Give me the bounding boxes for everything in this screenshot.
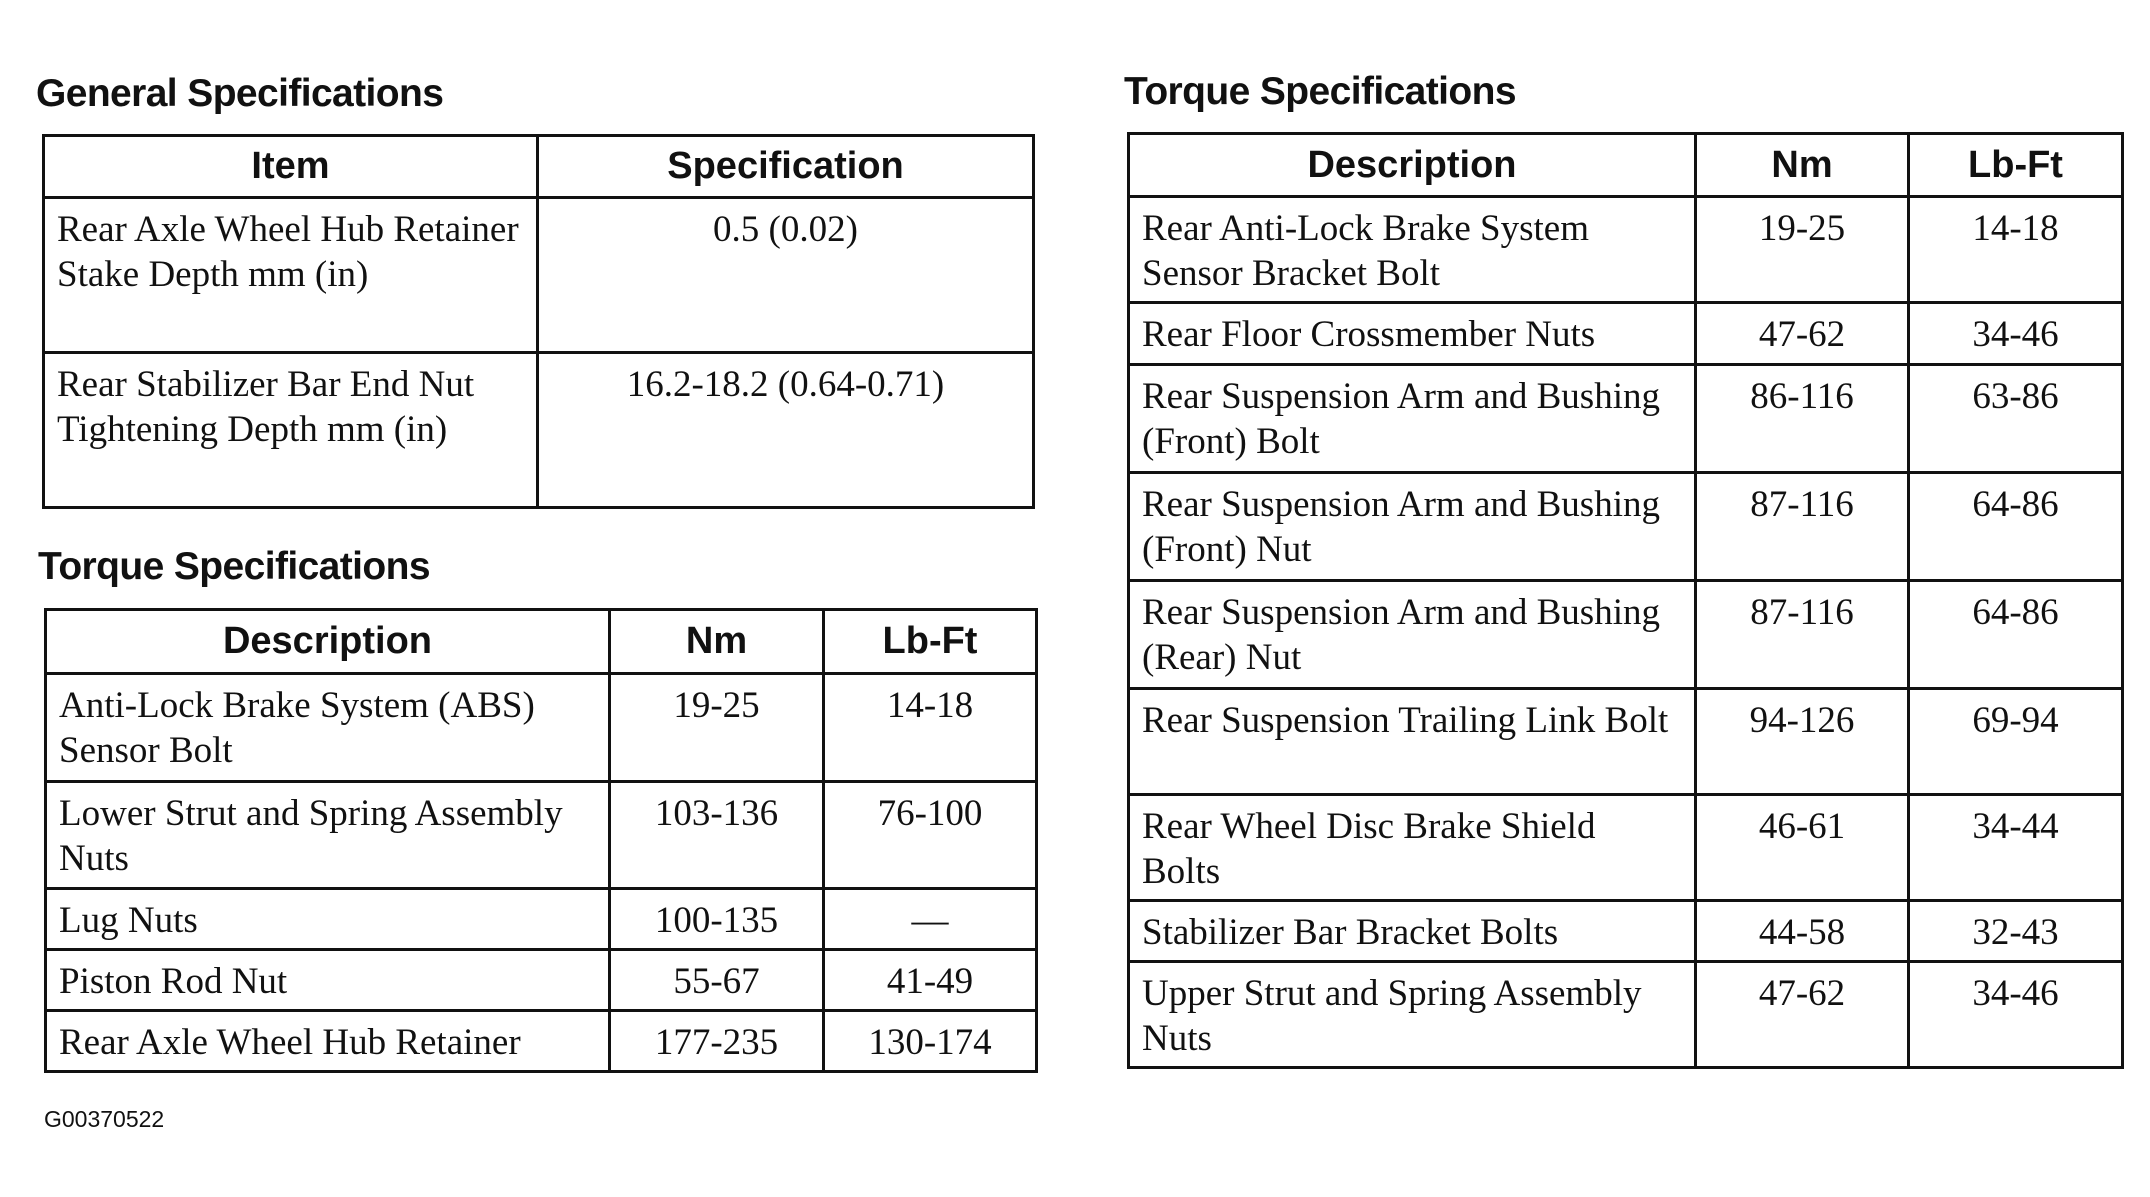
description-cell: Upper Strut and Spring Assembly Nuts: [1129, 962, 1696, 1068]
table-row: [1129, 581, 2123, 689]
table-row: [46, 889, 1037, 950]
column-header-item: Item: [44, 136, 538, 198]
column-header-lbft: Lb-Ft: [824, 610, 1037, 674]
item-cell: Rear Stabilizer Bar End Nut Tightening Depth mm (in): [44, 353, 538, 508]
torque-specifications-left-table: [44, 608, 1038, 1073]
table-row: [46, 782, 1037, 889]
description-cell: Piston Rod Nut: [46, 950, 610, 1011]
table-row: [1129, 365, 2123, 473]
column-header-specification: Specification: [538, 136, 1034, 198]
table-row: [46, 674, 1037, 782]
specification-cell: 16.2-18.2 (0.64-0.71): [538, 353, 1034, 508]
description-cell: Rear Suspension Arm and Bushing (Front) Bolt: [1129, 365, 1696, 473]
table-row: [46, 950, 1037, 1011]
table-row: [1129, 795, 2123, 901]
lbft-cell: 34-46: [1909, 962, 2123, 1068]
lbft-cell: 32-43: [1909, 901, 2123, 962]
lbft-cell: 34-46: [1909, 303, 2123, 365]
lbft-cell: 64-86: [1909, 581, 2123, 689]
column-header-lbft: Lb-Ft: [1909, 134, 2123, 197]
lbft-cell: 14-18: [824, 674, 1037, 782]
nm-cell: 87-116: [1696, 473, 1909, 581]
description-cell: Rear Suspension Arm and Bushing (Rear) Nut: [1129, 581, 1696, 689]
nm-cell: 103-136: [610, 782, 824, 889]
column-header-nm: Nm: [610, 610, 824, 674]
lbft-cell: 76-100: [824, 782, 1037, 889]
nm-cell: 55-67: [610, 950, 824, 1011]
table-header-row: [44, 136, 1034, 198]
lbft-cell: 64-86: [1909, 473, 2123, 581]
nm-cell: 87-116: [1696, 581, 1909, 689]
lbft-cell: —: [824, 889, 1037, 950]
table-header-row: [46, 610, 1037, 674]
lbft-cell: 14-18: [1909, 197, 2123, 303]
torque-specifications-right-title: Torque Specifications: [1124, 70, 1516, 113]
lbft-cell: 41-49: [824, 950, 1037, 1011]
nm-cell: 46-61: [1696, 795, 1909, 901]
description-cell: Anti-Lock Brake System (ABS) Sensor Bolt: [46, 674, 610, 782]
specification-cell: 0.5 (0.02): [538, 198, 1034, 353]
column-header-nm: Nm: [1696, 134, 1909, 197]
description-cell: Rear Wheel Disc Brake Shield Bolts: [1129, 795, 1696, 901]
description-cell: Rear Axle Wheel Hub Retainer: [46, 1011, 610, 1072]
description-cell: Rear Suspension Arm and Bushing (Front) Nut: [1129, 473, 1696, 581]
general-specifications-title: General Specifications: [36, 72, 444, 115]
table-row: [1129, 197, 2123, 303]
nm-cell: 47-62: [1696, 303, 1909, 365]
table-row: [44, 198, 1034, 353]
nm-cell: 94-126: [1696, 689, 1909, 795]
description-cell: Rear Anti-Lock Brake System Sensor Bracket Bolt: [1129, 197, 1696, 303]
table-row: [46, 1011, 1037, 1072]
nm-cell: 19-25: [610, 674, 824, 782]
lbft-cell: 130-174: [824, 1011, 1037, 1072]
column-header-description: Description: [46, 610, 610, 674]
description-cell: Lower Strut and Spring Assembly Nuts: [46, 782, 610, 889]
nm-cell: 19-25: [1696, 197, 1909, 303]
torque-specifications-left-title: Torque Specifications: [38, 545, 430, 588]
description-cell: Rear Suspension Trailing Link Bolt: [1129, 689, 1696, 795]
column-header-description: Description: [1129, 134, 1696, 197]
torque-specifications-right-table: [1127, 132, 2124, 1069]
description-cell: Lug Nuts: [46, 889, 610, 950]
lbft-cell: 63-86: [1909, 365, 2123, 473]
lbft-cell: 34-44: [1909, 795, 2123, 901]
lbft-cell: 69-94: [1909, 689, 2123, 795]
nm-cell: 47-62: [1696, 962, 1909, 1068]
nm-cell: 44-58: [1696, 901, 1909, 962]
table-row: [44, 353, 1034, 508]
nm-cell: 177-235: [610, 1011, 824, 1072]
nm-cell: 100-135: [610, 889, 824, 950]
description-cell: Stabilizer Bar Bracket Bolts: [1129, 901, 1696, 962]
nm-cell: 86-116: [1696, 365, 1909, 473]
table-row: [1129, 303, 2123, 365]
general-specifications-table: [42, 134, 1035, 509]
table-header-row: [1129, 134, 2123, 197]
figure-id: G00370522: [44, 1106, 165, 1132]
item-cell: Rear Axle Wheel Hub Retainer Stake Depth mm (in): [44, 198, 538, 353]
table-row: [1129, 962, 2123, 1068]
table-row: [1129, 473, 2123, 581]
table-row: [1129, 689, 2123, 795]
description-cell: Rear Floor Crossmember Nuts: [1129, 303, 1696, 365]
table-row: [1129, 901, 2123, 962]
